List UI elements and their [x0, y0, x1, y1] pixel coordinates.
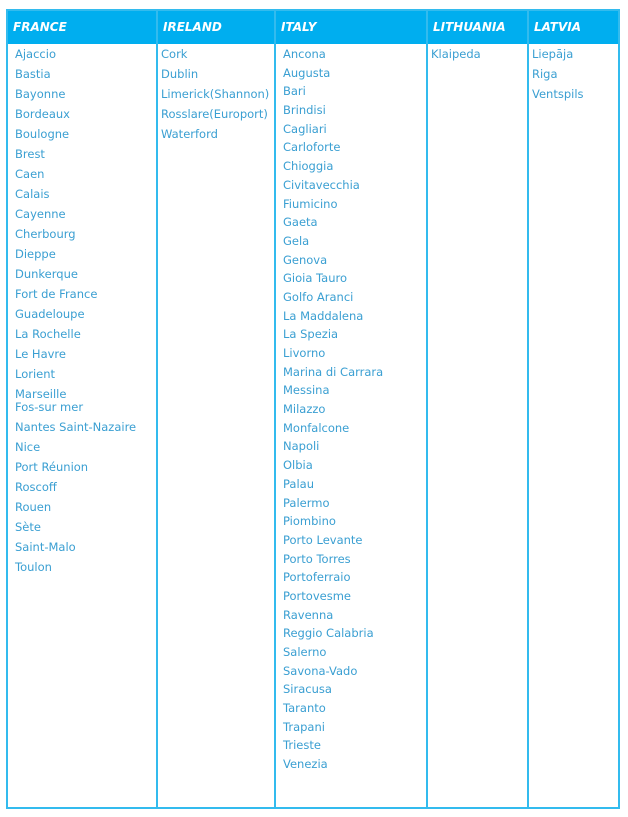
port-item: Cherbourg: [15, 227, 76, 241]
ports-table: [6, 9, 620, 809]
port-item: Trapani: [283, 719, 325, 734]
port-item: Toulon: [15, 560, 52, 574]
port-item: Brindisi: [283, 103, 326, 118]
column-italy: [276, 11, 428, 807]
port-item: Cagliari: [283, 121, 327, 136]
port-item: Ravenna: [283, 607, 334, 622]
port-item: Gela: [283, 233, 310, 248]
port-item: Portovesme: [283, 588, 351, 603]
port-item: Caen: [15, 167, 45, 181]
port-item: Messina: [283, 383, 330, 398]
port-item: Portoferraio: [283, 570, 351, 585]
port-item: Marina di Carrara: [283, 364, 384, 379]
port-item: Brest: [15, 147, 45, 161]
port-item: La Rochelle: [15, 327, 81, 341]
port-list-france: [8, 46, 156, 574]
column-header-france: FRANCE: [8, 11, 156, 46]
port-item: Roscoff: [15, 480, 57, 494]
port-item: Le Havre: [15, 347, 66, 361]
column-header-latvia: LATVIA: [529, 11, 618, 46]
port-item: Nice: [15, 440, 41, 454]
port-item: Bordeaux: [15, 107, 70, 121]
port-item: Lorient: [15, 367, 56, 381]
port-item: Ventspils: [532, 87, 584, 101]
port-item: Marseille Fos-sur mer: [15, 387, 84, 414]
port-item: Guadeloupe: [15, 307, 85, 321]
port-item: Savona-Vado: [283, 663, 358, 678]
port-item: Monfalcone: [283, 420, 350, 435]
port-item: Napoli: [283, 439, 320, 454]
port-item: Ajaccio: [15, 47, 56, 61]
port-item: Calais: [15, 187, 50, 201]
port-item: Porto Levante: [283, 532, 363, 547]
column-ireland: [158, 11, 276, 807]
port-item: Ancona: [283, 47, 326, 61]
port-item: Civitavecchia: [283, 177, 360, 192]
port-item: Milazzo: [283, 402, 326, 417]
port-item: Limerick(Shannon): [161, 87, 270, 101]
column-header-lithuania: LITHUANIA: [428, 11, 527, 46]
column-header-ireland: IRELAND: [158, 11, 274, 46]
port-item: Trieste: [283, 738, 321, 753]
port-item: Gaeta: [283, 215, 318, 230]
port-item: La Maddalena: [283, 308, 364, 323]
port-list-latvia: [529, 46, 618, 101]
port-item: Cork: [161, 47, 188, 61]
port-item: Rouen: [15, 500, 52, 514]
port-item: Bayonne: [15, 87, 66, 101]
port-item: Dunkerque: [15, 267, 78, 281]
port-item: Palau: [283, 476, 314, 491]
port-item: Venezia: [283, 757, 328, 772]
port-item: Olbia: [283, 458, 313, 473]
port-item: Saint-Malo: [15, 540, 76, 554]
port-item: Golfo Aranci: [283, 289, 354, 304]
port-list-italy: [276, 46, 426, 771]
port-item: Augusta: [283, 65, 331, 80]
port-item: Riga: [532, 67, 558, 81]
port-item: Waterford: [161, 127, 218, 141]
port-item: Piombino: [283, 514, 336, 529]
port-item: Taranto: [283, 701, 326, 716]
column-france: [8, 11, 158, 807]
port-item: Cayenne: [15, 207, 66, 221]
port-item: Klaipeda: [431, 47, 481, 61]
column-lithuania: [428, 11, 529, 807]
port-item: Carloforte: [283, 140, 341, 155]
port-list-ireland: [158, 46, 274, 141]
port-list-lithuania: [428, 46, 527, 61]
port-item: Genova: [283, 252, 328, 267]
port-item: Porto Torres: [283, 551, 351, 566]
port-item: Dublin: [161, 67, 199, 81]
port-item: Reggio Calabria: [283, 626, 374, 641]
port-item: Dieppe: [15, 247, 56, 261]
port-item: Nantes Saint-Nazaire: [15, 420, 137, 434]
port-item: La Spezia: [283, 327, 339, 342]
port-item: Rosslare(Europort): [161, 107, 268, 121]
port-item: Gioia Tauro: [283, 271, 348, 286]
port-item: Fort de France: [15, 287, 98, 301]
port-item: Boulogne: [15, 127, 70, 141]
column-latvia: [529, 11, 618, 807]
port-item: Siracusa: [283, 682, 332, 697]
port-item: Bari: [283, 84, 306, 99]
port-item: Chioggia: [283, 159, 334, 174]
column-header-italy: ITALY: [276, 11, 426, 46]
port-item: Fiumicino: [283, 196, 338, 211]
port-item: Palermo: [283, 495, 330, 510]
port-item: Salerno: [283, 645, 327, 659]
port-item: Port Réunion: [15, 460, 89, 474]
port-item: Liepāja: [532, 47, 574, 61]
port-item: Livorno: [283, 346, 326, 360]
port-item: Bastia: [15, 67, 51, 81]
port-item: Sète: [15, 520, 41, 534]
